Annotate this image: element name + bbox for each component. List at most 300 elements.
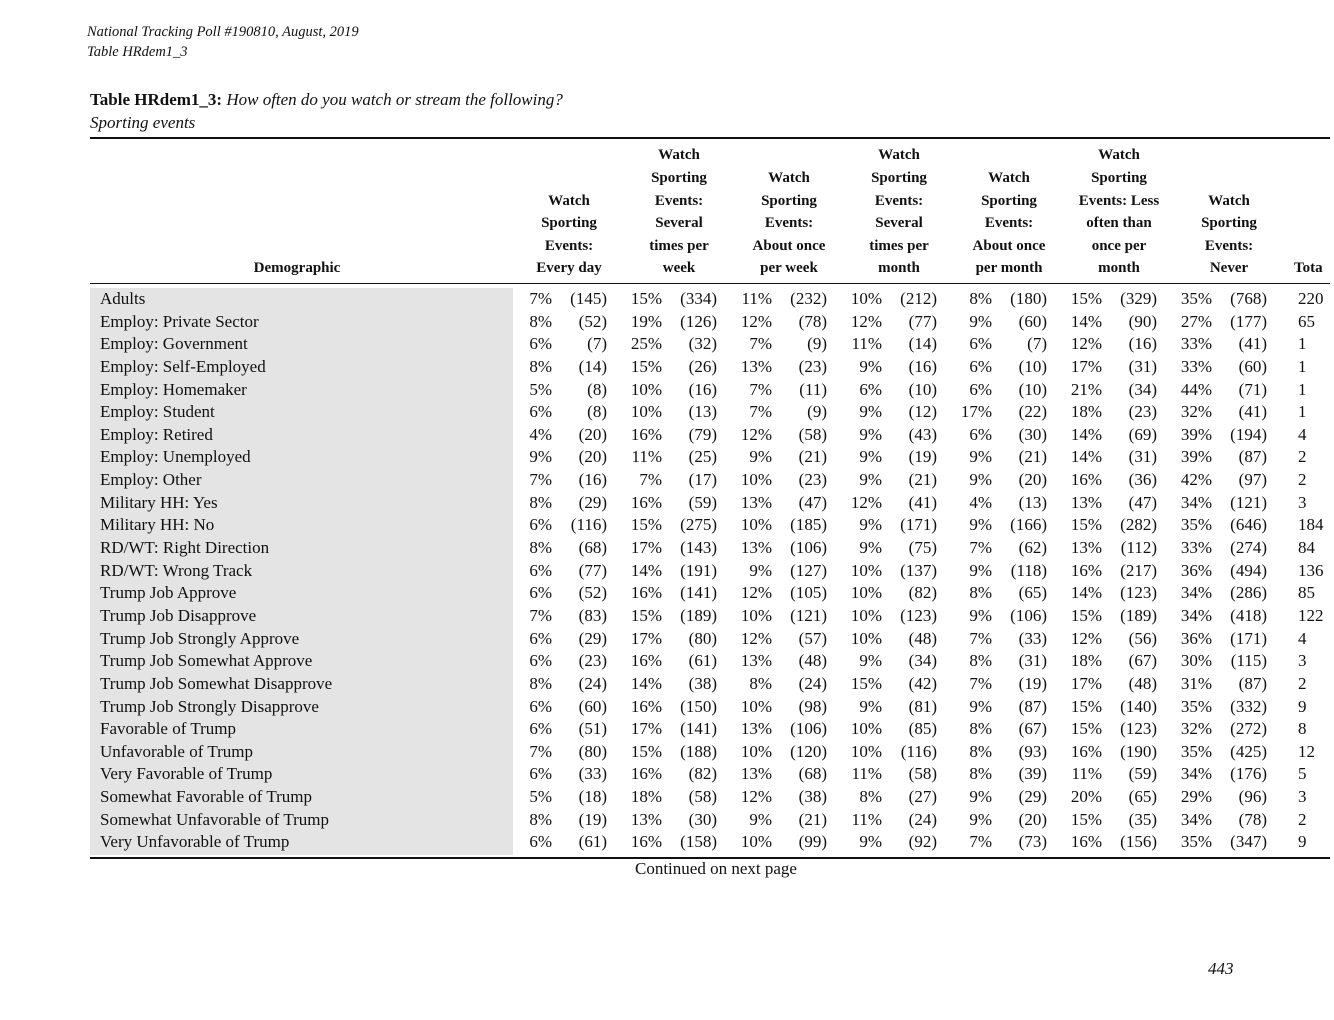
table-row bbox=[0, 696, 1320, 719]
column-header-line: Every day bbox=[536, 260, 602, 277]
cell-percent: 30% bbox=[1180, 651, 1212, 671]
cell-count: (176) bbox=[1230, 764, 1267, 784]
cell-count: (80) bbox=[578, 741, 607, 761]
cell-percent: 8% bbox=[529, 809, 552, 829]
cell-count: (123) bbox=[900, 605, 937, 625]
row-label: Trump Job Disapprove bbox=[100, 605, 257, 625]
cell-percent: 10% bbox=[850, 583, 882, 603]
cell-count: (59) bbox=[1128, 764, 1157, 784]
cell-percent: 12% bbox=[740, 787, 772, 807]
table-row bbox=[0, 673, 1320, 696]
cell-percent: 15% bbox=[630, 741, 662, 761]
cell-count: (10) bbox=[908, 379, 937, 399]
cell-percent: 9% bbox=[859, 696, 882, 716]
table-row bbox=[0, 469, 1320, 492]
cell-count: (21) bbox=[908, 470, 937, 490]
cell-percent: 10% bbox=[850, 719, 882, 739]
cell-percent: 9% bbox=[969, 787, 992, 807]
cell-count: (106) bbox=[1010, 605, 1047, 625]
cell-percent: 8% bbox=[529, 538, 552, 558]
cell-percent: 10% bbox=[740, 515, 772, 535]
cell-count: (78) bbox=[1238, 809, 1267, 829]
row-label: RD/WT: Right Direction bbox=[100, 538, 270, 558]
table-row bbox=[0, 356, 1320, 379]
cell-percent: 7% bbox=[749, 402, 772, 422]
cell-count: (9) bbox=[807, 402, 827, 422]
cell-percent: 32% bbox=[1180, 719, 1212, 739]
column-header-line: Sporting bbox=[871, 170, 927, 187]
cell-count: (87) bbox=[1018, 696, 1047, 716]
cell-count: (23) bbox=[798, 470, 827, 490]
cell-total: 184 bbox=[1298, 515, 1324, 535]
cell-percent: 8% bbox=[969, 764, 992, 784]
cell-percent: 5% bbox=[529, 379, 552, 399]
column-header-line: Several bbox=[875, 215, 923, 232]
header-rule bbox=[90, 283, 1330, 284]
cell-percent: 6% bbox=[859, 379, 882, 399]
cell-percent: 17% bbox=[1070, 673, 1102, 693]
cell-count: (140) bbox=[1120, 696, 1157, 716]
cell-total: 12 bbox=[1298, 741, 1315, 761]
row-label: Employ: Student bbox=[100, 402, 215, 422]
cell-percent: 9% bbox=[969, 470, 992, 490]
cell-percent: 9% bbox=[969, 809, 992, 829]
table-row bbox=[0, 333, 1320, 356]
cell-percent: 8% bbox=[859, 787, 882, 807]
cell-count: (16) bbox=[688, 379, 717, 399]
cell-count: (60) bbox=[578, 696, 607, 716]
cell-percent: 7% bbox=[969, 628, 992, 648]
running-head bbox=[87, 22, 359, 62]
cell-percent: 6% bbox=[529, 628, 552, 648]
cell-total: 5 bbox=[1298, 764, 1307, 784]
cell-percent: 18% bbox=[1070, 402, 1102, 422]
cell-percent: 8% bbox=[969, 651, 992, 671]
cell-count: (118) bbox=[1010, 560, 1047, 580]
column-header-line: Several bbox=[655, 215, 703, 232]
cell-percent: 16% bbox=[1070, 470, 1102, 490]
cell-percent: 9% bbox=[859, 832, 882, 852]
cell-percent: 14% bbox=[1070, 583, 1102, 603]
cell-percent: 16% bbox=[630, 651, 662, 671]
cell-percent: 12% bbox=[740, 311, 772, 331]
cell-count: (58) bbox=[908, 764, 937, 784]
cell-count: (646) bbox=[1230, 515, 1267, 535]
column-header-demographic bbox=[197, 144, 397, 280]
cell-count: (77) bbox=[908, 311, 937, 331]
cell-count: (81) bbox=[908, 696, 937, 716]
cell-percent: 17% bbox=[960, 402, 992, 422]
cell-count: (43) bbox=[908, 424, 937, 444]
cell-count: (190) bbox=[1120, 741, 1157, 761]
cell-percent: 13% bbox=[740, 356, 772, 376]
cell-percent: 36% bbox=[1180, 560, 1212, 580]
cell-count: (158) bbox=[680, 832, 717, 852]
cell-percent: 16% bbox=[630, 696, 662, 716]
cell-count: (69) bbox=[1128, 424, 1157, 444]
cell-count: (27) bbox=[908, 787, 937, 807]
cell-count: (48) bbox=[1128, 673, 1157, 693]
table-row bbox=[0, 628, 1320, 651]
cell-percent: 9% bbox=[749, 560, 772, 580]
cell-count: (123) bbox=[1120, 719, 1157, 739]
cell-percent: 4% bbox=[529, 424, 552, 444]
cell-count: (20) bbox=[578, 447, 607, 467]
cell-total: 3 bbox=[1298, 651, 1307, 671]
cell-total: 1 bbox=[1298, 379, 1307, 399]
cell-total: 2 bbox=[1298, 809, 1307, 829]
cell-count: (126) bbox=[680, 311, 717, 331]
cell-count: (60) bbox=[1018, 311, 1047, 331]
cell-percent: 20% bbox=[1070, 787, 1102, 807]
cell-count: (20) bbox=[1018, 470, 1047, 490]
column-header-line: Watch bbox=[1208, 192, 1250, 209]
cell-percent: 11% bbox=[631, 447, 662, 467]
cell-count: (58) bbox=[798, 424, 827, 444]
column-header-line: Watch bbox=[1098, 147, 1140, 164]
cell-count: (87) bbox=[1238, 447, 1267, 467]
table-row bbox=[0, 492, 1320, 515]
cell-count: (29) bbox=[578, 492, 607, 512]
cell-percent: 11% bbox=[741, 289, 772, 308]
cell-count: (31) bbox=[1128, 447, 1157, 467]
cell-percent: 15% bbox=[850, 673, 882, 693]
cell-count: (120) bbox=[790, 741, 827, 761]
cell-count: (141) bbox=[680, 583, 717, 603]
row-label: Trump Job Somewhat Disapprove bbox=[100, 673, 333, 693]
cell-count: (34) bbox=[908, 651, 937, 671]
column-header-total bbox=[1294, 144, 1334, 280]
cell-count: (59) bbox=[688, 492, 717, 512]
cell-percent: 15% bbox=[1070, 289, 1102, 308]
cell-total: 220 bbox=[1298, 289, 1324, 308]
cell-count: (116) bbox=[900, 741, 937, 761]
cell-percent: 16% bbox=[630, 424, 662, 444]
row-label: Military HH: Yes bbox=[100, 492, 218, 512]
cell-percent: 7% bbox=[529, 289, 552, 308]
cell-percent: 9% bbox=[859, 356, 882, 376]
cell-percent: 6% bbox=[529, 651, 552, 671]
cell-count: (194) bbox=[1230, 424, 1267, 444]
row-label: Adults bbox=[100, 289, 146, 308]
cell-percent: 19% bbox=[630, 311, 662, 331]
column-header-line: month bbox=[878, 260, 920, 277]
table-row bbox=[0, 582, 1320, 605]
table-row bbox=[0, 560, 1324, 583]
cell-count: (47) bbox=[798, 492, 827, 512]
poll-title: National Tracking Poll #190810, August, 2019 bbox=[87, 24, 359, 40]
cell-count: (494) bbox=[1230, 560, 1267, 580]
cell-percent: 15% bbox=[1070, 605, 1102, 625]
cell-count: (11) bbox=[799, 379, 827, 399]
cell-count: (23) bbox=[1128, 402, 1157, 422]
cell-percent: 6% bbox=[529, 560, 552, 580]
cell-count: (93) bbox=[1018, 741, 1047, 761]
cell-percent: 7% bbox=[529, 470, 552, 490]
cell-count: (24) bbox=[798, 673, 827, 693]
cell-percent: 10% bbox=[740, 832, 772, 852]
cell-total: 3 bbox=[1298, 787, 1307, 807]
cell-percent: 10% bbox=[850, 605, 882, 625]
cell-percent: 9% bbox=[969, 447, 992, 467]
column-header-line: Watch bbox=[658, 147, 700, 164]
cell-percent: 12% bbox=[740, 583, 772, 603]
column-header-line: About once bbox=[972, 237, 1046, 254]
cell-count: (19) bbox=[578, 809, 607, 829]
column-header-once-month bbox=[954, 144, 1064, 280]
cell-count: (171) bbox=[1230, 628, 1267, 648]
cell-count: (425) bbox=[1230, 741, 1267, 761]
cell-percent: 12% bbox=[740, 628, 772, 648]
cell-count: (99) bbox=[798, 832, 827, 852]
cell-count: (10) bbox=[1018, 356, 1047, 376]
cell-count: (274) bbox=[1230, 538, 1267, 558]
cell-percent: 6% bbox=[529, 515, 552, 535]
cell-percent: 7% bbox=[529, 741, 552, 761]
cell-percent: 8% bbox=[529, 356, 552, 376]
table-row bbox=[0, 741, 1320, 764]
cell-percent: 10% bbox=[850, 628, 882, 648]
cell-percent: 16% bbox=[1070, 832, 1102, 852]
cell-count: (156) bbox=[1120, 832, 1157, 852]
cell-count: (29) bbox=[1018, 787, 1047, 807]
cell-count: (61) bbox=[688, 651, 717, 671]
table-row bbox=[0, 786, 1320, 809]
cell-count: (47) bbox=[1128, 492, 1157, 512]
cell-percent: 6% bbox=[969, 424, 992, 444]
cell-count: (48) bbox=[798, 651, 827, 671]
cell-count: (418) bbox=[1230, 605, 1267, 625]
row-label: Trump Job Strongly Approve bbox=[100, 628, 300, 648]
cell-count: (68) bbox=[798, 764, 827, 784]
cell-percent: 13% bbox=[630, 809, 662, 829]
cell-percent: 35% bbox=[1180, 741, 1212, 761]
cell-percent: 14% bbox=[630, 560, 662, 580]
cell-count: (16) bbox=[578, 470, 607, 490]
cell-percent: 15% bbox=[630, 515, 662, 535]
column-header-line: Events: bbox=[764, 215, 814, 232]
cell-count: (41) bbox=[1238, 402, 1267, 422]
row-label: Employ: Government bbox=[100, 334, 248, 354]
cell-percent: 7% bbox=[969, 538, 992, 558]
cell-count: (80) bbox=[688, 628, 717, 648]
cell-percent: 13% bbox=[1070, 492, 1102, 512]
cell-percent: 13% bbox=[740, 764, 772, 784]
cell-percent: 6% bbox=[529, 696, 552, 716]
cell-count: (30) bbox=[1018, 424, 1047, 444]
cell-percent: 33% bbox=[1180, 538, 1212, 558]
cell-total: 9 bbox=[1298, 832, 1307, 852]
cell-percent: 16% bbox=[630, 583, 662, 603]
cell-count: (61) bbox=[578, 832, 607, 852]
table-row bbox=[0, 605, 1324, 628]
cell-count: (30) bbox=[688, 809, 717, 829]
cell-count: (18) bbox=[578, 787, 607, 807]
cell-count: (272) bbox=[1230, 719, 1267, 739]
table-row bbox=[0, 718, 1320, 741]
cell-count: (106) bbox=[790, 719, 827, 739]
cell-count: (19) bbox=[908, 447, 937, 467]
cell-count: (36) bbox=[1128, 470, 1157, 490]
cell-percent: 7% bbox=[969, 673, 992, 693]
cell-count: (33) bbox=[578, 764, 607, 784]
cell-count: (232) bbox=[790, 289, 827, 308]
cell-count: (20) bbox=[578, 424, 607, 444]
cell-percent: 10% bbox=[740, 605, 772, 625]
cell-percent: 9% bbox=[969, 311, 992, 331]
cell-percent: 33% bbox=[1180, 334, 1212, 354]
cell-percent: 11% bbox=[851, 334, 882, 354]
cell-percent: 18% bbox=[630, 787, 662, 807]
cell-total: 2 bbox=[1298, 470, 1307, 490]
cell-percent: 42% bbox=[1180, 470, 1212, 490]
row-label: Military HH: No bbox=[100, 515, 215, 535]
cell-count: (77) bbox=[578, 560, 607, 580]
cell-percent: 34% bbox=[1180, 583, 1212, 603]
cell-total: 2 bbox=[1298, 673, 1307, 693]
cell-count: (13) bbox=[1018, 492, 1047, 512]
cell-count: (21) bbox=[798, 809, 827, 829]
caption-subtitle: Sporting events bbox=[90, 113, 196, 132]
table-caption bbox=[90, 88, 563, 134]
cell-count: (347) bbox=[1230, 832, 1267, 852]
cell-percent: 15% bbox=[1070, 696, 1102, 716]
table-row bbox=[0, 288, 1324, 311]
cell-percent: 35% bbox=[1180, 832, 1212, 852]
cell-count: (98) bbox=[798, 696, 827, 716]
cell-count: (116) bbox=[570, 515, 607, 535]
cell-percent: 9% bbox=[529, 447, 552, 467]
table-row bbox=[0, 537, 1320, 560]
cell-percent: 6% bbox=[969, 334, 992, 354]
cell-count: (8) bbox=[587, 402, 607, 422]
page-number: 443 bbox=[1208, 959, 1234, 978]
row-label: Somewhat Unfavorable of Trump bbox=[100, 809, 330, 829]
cell-percent: 17% bbox=[1070, 356, 1102, 376]
cell-percent: 7% bbox=[529, 605, 552, 625]
column-header-line: Demographic bbox=[253, 260, 341, 277]
cell-count: (96) bbox=[1238, 787, 1267, 807]
column-header-less-often bbox=[1064, 144, 1174, 280]
cell-count: (19) bbox=[1018, 673, 1047, 693]
cell-count: (22) bbox=[1018, 402, 1047, 422]
cell-count: (33) bbox=[1018, 628, 1047, 648]
table-row bbox=[0, 401, 1320, 424]
cell-count: (188) bbox=[680, 741, 717, 761]
cell-percent: 9% bbox=[969, 560, 992, 580]
column-header-line: Sporting bbox=[1201, 215, 1257, 232]
cell-count: (71) bbox=[1238, 379, 1267, 399]
cell-total: 1 bbox=[1298, 356, 1307, 376]
table-top-rule bbox=[90, 137, 1330, 139]
cell-percent: 8% bbox=[969, 289, 992, 308]
cell-total: 9 bbox=[1298, 696, 1307, 716]
column-header-line: times per bbox=[869, 237, 929, 254]
column-header-line: week bbox=[662, 260, 696, 277]
cell-percent: 39% bbox=[1180, 447, 1212, 467]
cell-total: 1 bbox=[1298, 402, 1307, 422]
row-label: Employ: Unemployed bbox=[100, 447, 251, 467]
cell-percent: 9% bbox=[859, 470, 882, 490]
cell-percent: 9% bbox=[969, 515, 992, 535]
cell-percent: 9% bbox=[859, 651, 882, 671]
cell-count: (97) bbox=[1238, 470, 1267, 490]
cell-count: (123) bbox=[1120, 583, 1157, 603]
cell-percent: 34% bbox=[1180, 764, 1212, 784]
cell-percent: 9% bbox=[859, 515, 882, 535]
cell-percent: 9% bbox=[859, 538, 882, 558]
cell-count: (14) bbox=[578, 356, 607, 376]
cell-percent: 10% bbox=[850, 289, 882, 308]
row-label: Trump Job Approve bbox=[100, 583, 237, 603]
cell-count: (217) bbox=[1120, 560, 1157, 580]
cell-count: (143) bbox=[680, 538, 717, 558]
cell-count: (82) bbox=[688, 764, 717, 784]
cell-percent: 6% bbox=[969, 379, 992, 399]
cell-count: (73) bbox=[1018, 832, 1047, 852]
cell-count: (41) bbox=[1238, 334, 1267, 354]
cell-percent: 13% bbox=[740, 719, 772, 739]
column-header-line: once per bbox=[1091, 237, 1147, 254]
cell-count: (7) bbox=[587, 334, 607, 354]
table-row bbox=[0, 514, 1324, 537]
cell-percent: 14% bbox=[1070, 424, 1102, 444]
cell-count: (145) bbox=[570, 289, 607, 308]
cell-percent: 25% bbox=[630, 334, 662, 354]
column-header-line: Sporting bbox=[761, 192, 817, 209]
cell-count: (105) bbox=[790, 583, 827, 603]
cell-percent: 8% bbox=[749, 673, 772, 693]
cell-percent: 7% bbox=[969, 832, 992, 852]
cell-percent: 11% bbox=[1071, 764, 1102, 784]
cell-total: 4 bbox=[1298, 628, 1307, 648]
cell-count: (41) bbox=[908, 492, 937, 512]
cell-percent: 7% bbox=[749, 334, 772, 354]
cell-count: (106) bbox=[790, 538, 827, 558]
caption-label: Table HRdem1_3: bbox=[90, 90, 223, 109]
cell-count: (180) bbox=[1010, 289, 1047, 308]
cell-total: 2 bbox=[1298, 447, 1307, 467]
column-header-line: times per bbox=[649, 237, 709, 254]
cell-count: (62) bbox=[1018, 538, 1047, 558]
cell-percent: 39% bbox=[1180, 424, 1212, 444]
column-header-line: About once bbox=[752, 237, 826, 254]
cell-count: (25) bbox=[688, 447, 717, 467]
cell-percent: 31% bbox=[1180, 673, 1212, 693]
cell-percent: 12% bbox=[850, 492, 882, 512]
row-label: Employ: Retired bbox=[100, 424, 213, 444]
cell-percent: 16% bbox=[1070, 741, 1102, 761]
cell-percent: 13% bbox=[740, 538, 772, 558]
cell-count: (23) bbox=[578, 651, 607, 671]
cell-percent: 34% bbox=[1180, 492, 1212, 512]
table-row bbox=[0, 809, 1320, 832]
cell-total: 65 bbox=[1298, 311, 1315, 331]
column-header-line: Sporting bbox=[651, 170, 707, 187]
cell-percent: 6% bbox=[529, 583, 552, 603]
cell-percent: 9% bbox=[749, 447, 772, 467]
cell-count: (65) bbox=[1128, 787, 1157, 807]
cell-count: (189) bbox=[680, 605, 717, 625]
cell-percent: 13% bbox=[1070, 538, 1102, 558]
cell-total: 8 bbox=[1298, 719, 1307, 739]
cell-count: (20) bbox=[1018, 809, 1047, 829]
cell-count: (21) bbox=[1018, 447, 1047, 467]
cell-count: (56) bbox=[1128, 628, 1157, 648]
cell-percent: 10% bbox=[850, 741, 882, 761]
cell-count: (8) bbox=[587, 379, 607, 399]
cell-count: (286) bbox=[1230, 583, 1267, 603]
